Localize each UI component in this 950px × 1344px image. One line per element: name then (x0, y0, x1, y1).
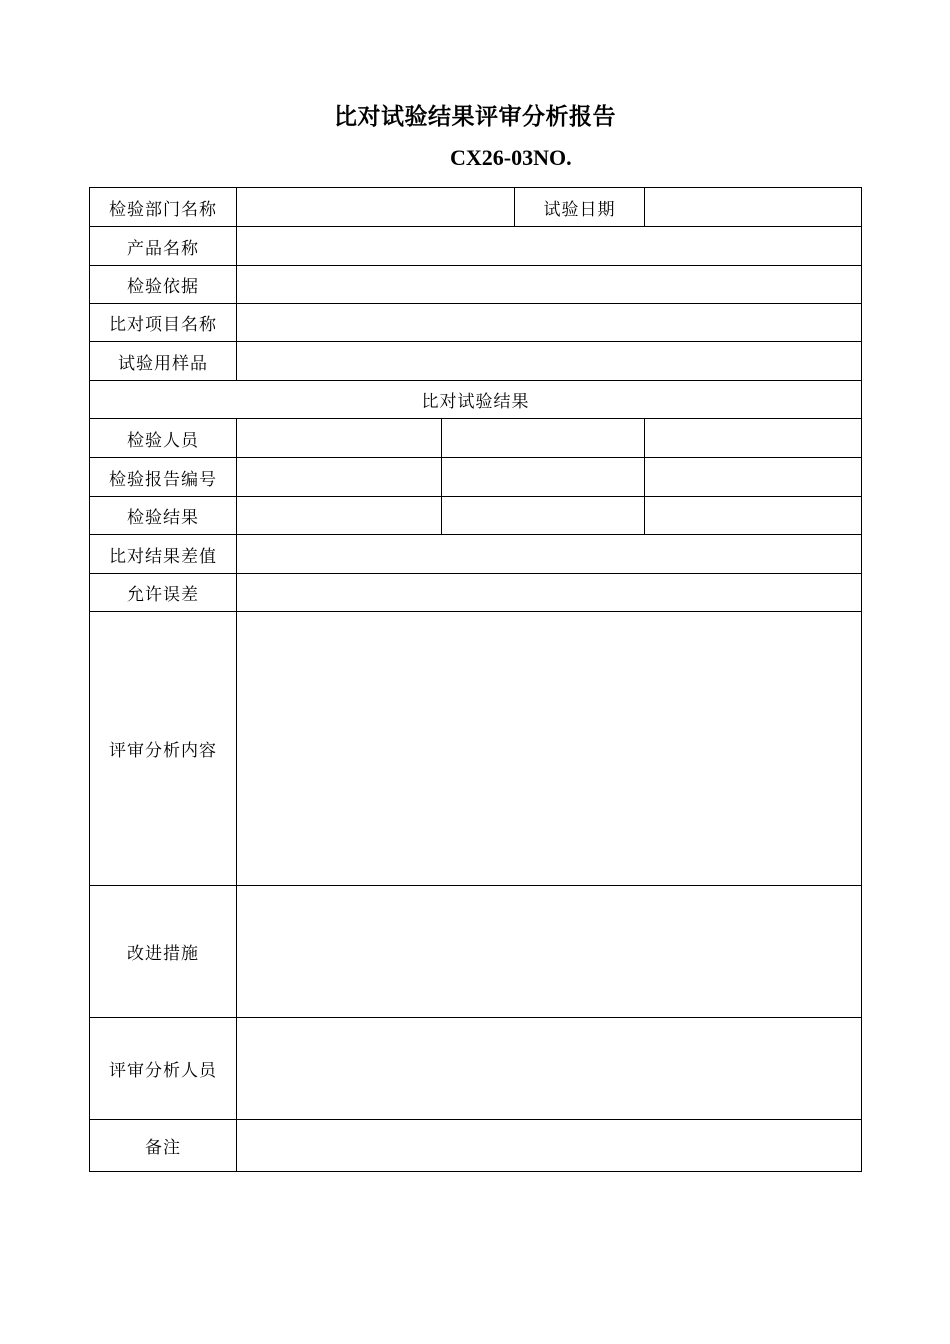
row-basis (90, 266, 862, 304)
form-code: CX26-03NO. (450, 145, 572, 170)
row-reviewer (90, 1018, 862, 1120)
result-label: 检验结果 (90, 497, 237, 535)
inspector-label: 检验人员 (90, 419, 237, 458)
tolerance-field[interactable] (237, 574, 862, 612)
inspector-field-3[interactable] (645, 419, 862, 458)
basis-field[interactable] (237, 266, 862, 304)
inspector-field-2[interactable] (442, 419, 645, 458)
row-result (90, 497, 862, 535)
row-inspector (90, 419, 862, 458)
row-item (90, 304, 862, 342)
reviewer-field[interactable] (237, 1018, 862, 1120)
row-product (90, 227, 862, 266)
row-dept (90, 188, 862, 227)
item-field[interactable] (237, 304, 862, 342)
results-heading: 比对试验结果 (90, 381, 862, 419)
date-label: 试验日期 (515, 188, 645, 227)
tolerance-label: 允许误差 (90, 574, 237, 612)
row-remarks (90, 1120, 862, 1172)
diff-field[interactable] (237, 535, 862, 574)
dept-field[interactable] (237, 188, 515, 227)
result-field-3[interactable] (645, 497, 862, 535)
analysis-field[interactable] (237, 612, 862, 886)
row-sample (90, 342, 862, 381)
improve-label: 改进措施 (90, 886, 237, 1018)
item-label: 比对项目名称 (90, 304, 237, 342)
analysis-label: 评审分析内容 (90, 612, 237, 886)
report-no-field-2[interactable] (442, 458, 645, 497)
sample-label: 试验用样品 (90, 342, 237, 381)
date-field[interactable] (645, 188, 862, 227)
row-report-no (90, 458, 862, 497)
dept-label: 检验部门名称 (90, 188, 237, 227)
report-no-field-1[interactable] (237, 458, 442, 497)
row-diff (90, 535, 862, 574)
sample-field[interactable] (237, 342, 862, 381)
inspector-field-1[interactable] (237, 419, 442, 458)
result-field-2[interactable] (442, 497, 645, 535)
row-improve (90, 886, 862, 1018)
result-field-1[interactable] (237, 497, 442, 535)
remarks-label: 备注 (90, 1120, 237, 1172)
report-no-field-3[interactable] (645, 458, 862, 497)
report-no-label: 检验报告编号 (90, 458, 237, 497)
page-title: 比对试验结果评审分析报告 (334, 103, 616, 130)
basis-label: 检验依据 (90, 266, 237, 304)
diff-label: 比对结果差值 (90, 535, 237, 574)
remarks-field[interactable] (237, 1120, 862, 1172)
row-tolerance (90, 574, 862, 612)
product-field[interactable] (237, 227, 862, 266)
row-analysis (90, 612, 862, 886)
improve-field[interactable] (237, 886, 862, 1018)
product-label: 产品名称 (90, 227, 237, 266)
reviewer-label: 评审分析人员 (90, 1018, 237, 1120)
row-results-heading (90, 381, 862, 419)
report-form (89, 187, 862, 1172)
